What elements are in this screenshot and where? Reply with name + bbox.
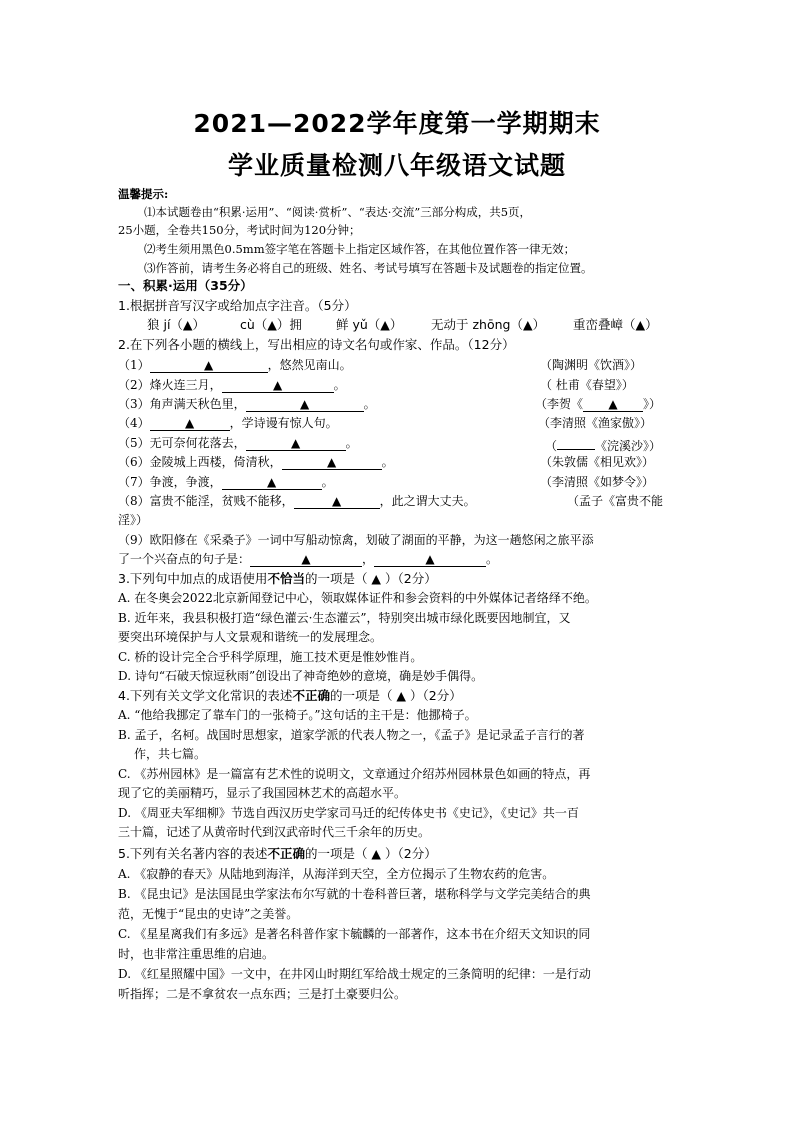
q4-stem: 4.下列有关文学文化常识的表述不正确的一项是（ ▲ ）（2分） (118, 688, 462, 703)
answer-blank[interactable]: ▲ (246, 397, 364, 412)
q2-source: （李贺《 ▲ 》） (535, 397, 662, 411)
q5-option-b-cont: 范，无愧于“昆虫的史诗”之美誉。 (118, 907, 299, 921)
q2-source: （朱敦儒《相见欢》） (540, 455, 655, 469)
q2-source: （李清照《如梦令》） (540, 475, 655, 489)
q4-option-b-cont: 作，共七篇。 (134, 747, 207, 761)
q4-option-a: A. “他给我挪定了靠车门的一张椅子。”这句话的主干是：他挪椅子。 (118, 708, 477, 722)
answer-blank[interactable]: ▲ (250, 552, 362, 567)
q1-item: cù（▲）拥 (240, 317, 302, 332)
tips-heading: 温馨提示: (118, 187, 169, 201)
q3-stem: 3.下列句中加点的成语使用不恰当的一项是（ ▲ ）（2分） (118, 571, 437, 586)
q3-option-b: B. 近年来，我县积极打造“绿色灌云·生态灌云”，特别突出城市绿化既要因地制宜，又 (118, 611, 571, 625)
answer-blank[interactable]: ▲ (222, 475, 322, 490)
q4-option-d-cont: 三十篇，记述了从黄帝时代到汉武帝时代三千余年的历史。 (118, 825, 431, 839)
q4-option-b: B. 孟子，名柯。战国时思想家，道家学派的代表人物之一，《孟子》是记录孟子言行的著 (118, 728, 585, 742)
answer-blank[interactable]: ▲ (583, 397, 643, 412)
q3-option-a: A. 在冬奥会2022北京新闻登记中心，领取媒体证件和参会资料的中外媒体记者络绎不绝。 (118, 591, 597, 605)
q5-option-c-cont: 时，也非常注重思维的启迪。 (118, 947, 275, 961)
answer-blank[interactable]: ▲ (294, 494, 380, 509)
exam-title-line2: 学业质量检测八年级语文试题 (227, 151, 566, 180)
q1-item: 无动于 zhōng（▲） (431, 317, 546, 332)
q2-line-1: （1） ▲ ，悠然见南山。 (118, 358, 352, 372)
q3-option-d: D. 诗句“石破天惊逗秋雨”创设出了神奇绝妙的意境，确是妙手偶得。 (118, 669, 484, 683)
q4-option-c-cont: 现了它的美丽精巧，显示了我国园林艺术的高超水平。 (118, 786, 407, 800)
answer-blank[interactable]: ▲ (374, 552, 486, 567)
q4-option-d: D. 《周亚夫军细柳》节选自西汉历史学家司马迁的纪传体史书《史记》，《史记》共一百 (118, 806, 579, 820)
q5-option-d-cont: 听指挥；二是不拿贫农一点东西；三是打土豪要归公。 (118, 987, 407, 1001)
q2-line-2: （2）烽火连三月， ▲ 。 (118, 378, 346, 392)
answer-blank[interactable]: ▲ (222, 378, 334, 393)
q2-source: （李清照《渔家傲》） (538, 416, 653, 430)
tip-2: ⑵考生须用黑色0.5mm签字笔在答题卡上指定区域作答，在其他位置作答一律无效； (144, 242, 576, 256)
answer-blank[interactable]: ▲ (150, 358, 268, 373)
q5-option-b: B. 《昆虫记》是法国昆虫学家法布尔写就的十卷科普巨著，堪称科学与文学完美结合的典 (118, 887, 591, 901)
q2-line-3: （3）角声满天秋色里， ▲ 。 (118, 397, 376, 411)
tip-3: ⑶作答前，请考生务必将自己的班级、姓名、考试号填写在答题卡及试题卷的指定位置。 (144, 261, 593, 275)
section-heading: 一、积累·运用（35分） (118, 278, 253, 293)
tip-1b: 25小题，全卷共150分，考试时间为120分钟； (118, 223, 361, 237)
q2-line-5: （5）无可奈何花落去， ▲ 。 (118, 436, 358, 450)
q1-item: 狼 jí（▲） (147, 317, 206, 332)
q4-option-c: C. 《苏州园林》是一篇富有艺术性的说明文，文章通过介绍苏州园林景色如画的特点，再 (118, 767, 591, 781)
q3-option-b-cont: 要突出环境保护与人文景观和谐统一的发展理念。 (118, 630, 383, 644)
q2-source-continued: 淫》） (118, 513, 149, 527)
q2-line-4: （4） ▲ ，学诗谩有惊人句。 (118, 416, 338, 430)
tip-1a: ⑴本试题卷由“积累·运用”、“阅读·赏析”、“表达·交流”三部分构成，共5页， (144, 205, 532, 219)
q2-line-9a: （9）欧阳修在《采桑子》一词中写船动惊禽，划破了湖面的平静，为这一趟悠闲之旅平添 (118, 533, 594, 547)
q2-source: （孟子《富贵不能 (567, 494, 664, 508)
q2-line-9b: 了一个兴奋点的句子是： ▲ ， ▲ 。 (118, 552, 499, 566)
q1-stem: 1.根据拼音写汉字或给加点字注音。（5分） (118, 298, 357, 313)
q1-item: 重峦叠嶂（▲） (573, 317, 658, 332)
q2-source: （陶渊明《饮酒》） (540, 358, 643, 372)
q2-source: （ 杜甫《春望》） (540, 378, 634, 392)
q3-option-c: C. 桥的设计完全合乎科学原理，施工技术更是惟妙惟肖。 (118, 650, 423, 664)
q2-stem: 2.在下列各小题的横线上，写出相应的诗文名句或作家、作品。（12分） (118, 337, 515, 352)
q2-line-7: （7）争渡，争渡， ▲ 。 (118, 475, 334, 489)
q2-source: （ 《浣溪沙》） (545, 435, 661, 454)
q5-option-d: D. 《红星照耀中国》一文中，在井冈山时期红军给战士规定的三条简明的纪律：一是行动 (118, 967, 591, 981)
answer-blank[interactable]: ▲ (282, 455, 382, 470)
exam-title-line1: 2021—2022学年度第一学期期末 (193, 109, 601, 138)
q5-option-c: C. 《星星离我们有多远》是著名科普作家卞毓麟的一部著作，这本书在介绍天文知识的同 (118, 927, 591, 941)
answer-blank[interactable] (557, 435, 595, 450)
q5-option-a: A. 《寂静的春天》从陆地到海洋，从海洋到天空，全方位揭示了生物农药的危害。 (118, 867, 555, 881)
q2-line-6: （6）金陵城上西楼，倚清秋， ▲ 。 (118, 455, 394, 469)
answer-blank[interactable]: ▲ (246, 436, 346, 451)
q2-line-8: （8）富贵不能淫，贫贱不能移， ▲ ，此之谓大丈夫。 (118, 494, 476, 508)
q1-item: 鲜 yǔ（▲） (336, 317, 403, 332)
answer-blank[interactable]: ▲ (150, 416, 230, 431)
q5-stem: 5.下列有关名著内容的表述不正确的一项是（ ▲ ）（2分） (118, 846, 437, 861)
